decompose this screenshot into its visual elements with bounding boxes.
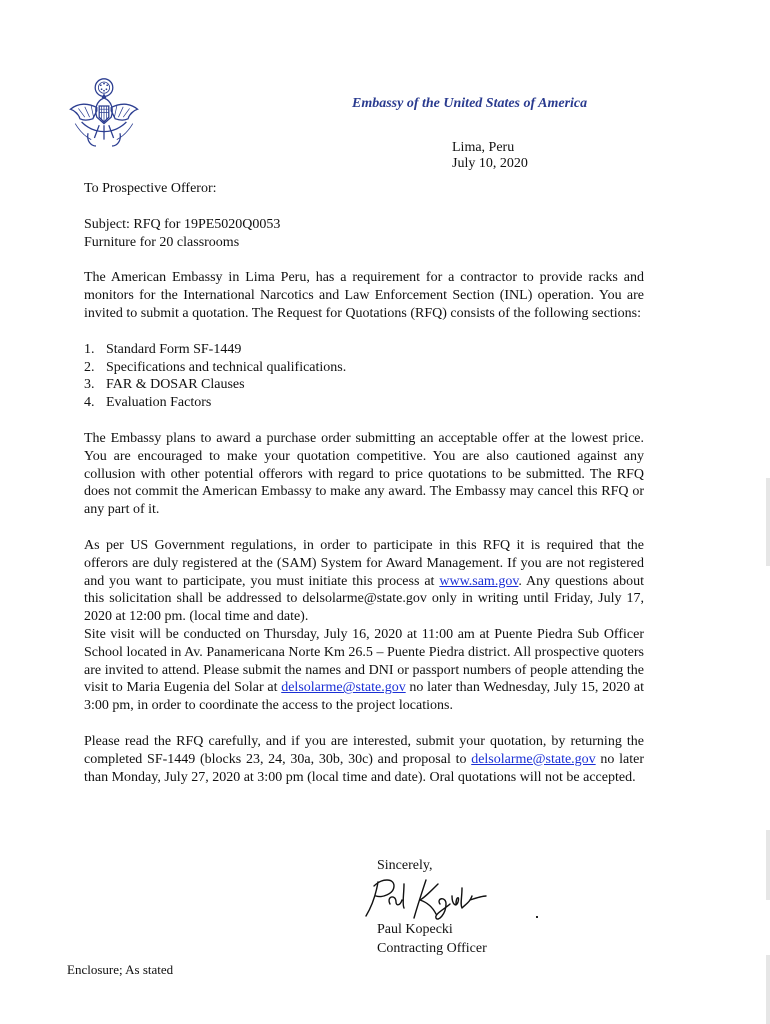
subject-detail: Furniture for 20 classrooms	[84, 234, 240, 250]
subject-line: Subject: RFQ for 19PE5020Q0053	[84, 216, 281, 232]
sam-text-a: As per US Government regulations, in order to participate in this RFQ it is required that the offerors are duly registered at the (SAM) System for Award Management. If you are not registered and you want to participate, you must initiate this process at	[84, 537, 644, 589]
sam-paragraph	[84, 537, 644, 626]
sam-gov-link[interactable]: www.sam.gov	[439, 573, 519, 589]
page-edge-mark	[766, 830, 770, 900]
embassy-title: Embassy of the United States of America	[352, 96, 588, 111]
closing-sincerely: Sincerely,	[377, 858, 433, 873]
signer-name: Paul Kopecki	[377, 922, 453, 937]
submit-email-link[interactable]: delsolarme@state.gov	[471, 751, 596, 767]
city-line: Lima, Peru	[452, 140, 515, 155]
site-visit-email-link[interactable]: delsolarme@state.gov	[281, 680, 406, 696]
site-visit-text-b: no later than Wednesday, July 15, 2020 at 3:00 pm, in order to coordinate the access to the project locations.	[84, 680, 645, 714]
stray-mark	[536, 916, 538, 918]
list-item	[84, 376, 644, 394]
great-seal-icon	[64, 74, 144, 154]
list-item	[84, 341, 644, 359]
site-visit-paragraph	[84, 626, 644, 715]
list-item-number: 3.	[84, 377, 95, 393]
list-item-label: Standard Form SF-1449	[106, 341, 242, 357]
sam-text-b: . Any questions about this solicitation shall be addressed to delsolarme@state.gov only in writing until Friday, July 17, 2020 at 12:00 pm. (local time and date).	[84, 573, 644, 625]
list-item-label: Specifications and technical qualifications.	[106, 359, 347, 375]
signer-title: Contracting Officer	[377, 941, 487, 956]
award-paragraph: The Embassy plans to award a purchase order submitting an acceptable offer at the lowest price. You are encouraged to make your quotation competitive. You are also cautioned against any collusion with other potential offerors with regard to price quotations to be submitted. The RFQ does not commit the American Embassy to make any award. The Embassy may cancel this RFQ or any part of it.	[84, 430, 644, 518]
site-visit-text-a: Site visit will be conducted on Thursday, July 16, 2020 at 11:00 am at Puente Piedra Sub Officer School located in Av. Panamericana Norte Km 26.5 – Puente Piedra district. All prospective quoters are invited to attend. Please submit the names and DNI or passport numbers of people attending the visit to Maria Eugenia del Solar at	[84, 626, 644, 696]
salutation: To Prospective Offeror:	[84, 181, 217, 196]
list-item-label: Evaluation Factors	[106, 395, 212, 411]
sections-list	[84, 341, 644, 412]
signer-block	[377, 920, 487, 958]
letter-body	[84, 180, 644, 786]
list-item-number: 4.	[84, 395, 95, 411]
page-edge-mark	[766, 478, 770, 566]
list-item	[84, 359, 644, 377]
submit-text-b: no later than Monday, July 27, 2020 at 3:00 pm (local time and date). Oral quotations will not be accepted.	[84, 751, 645, 785]
enclosure-note: Enclosure; As stated	[67, 962, 174, 977]
date-line: July 10, 2020	[452, 156, 528, 171]
intro-paragraph: The American Embassy in Lima Peru, has a requirement for a contractor to provide racks and monitors for the International Narcotics and Law Enforcement Section (INL) operation. You are invited to submit a quotation. The Request for Quotations (RFQ) consists of the following sections:	[84, 270, 644, 321]
submit-paragraph	[84, 733, 644, 786]
place-date-block	[452, 140, 528, 172]
page-edge-mark	[766, 955, 770, 1024]
submit-text-a: Please read the RFQ carefully, and if you are interested, submit your quotation, by returning the completed SF-1449 (blocks 23, 24, 30a, 30b, 30c) and proposal to	[84, 733, 644, 767]
list-item-label: FAR & DOSAR Clauses	[106, 377, 245, 393]
list-item	[84, 394, 644, 412]
signature-image	[360, 874, 490, 924]
list-item-number: 2.	[84, 359, 95, 375]
list-item-number: 1.	[84, 341, 95, 357]
